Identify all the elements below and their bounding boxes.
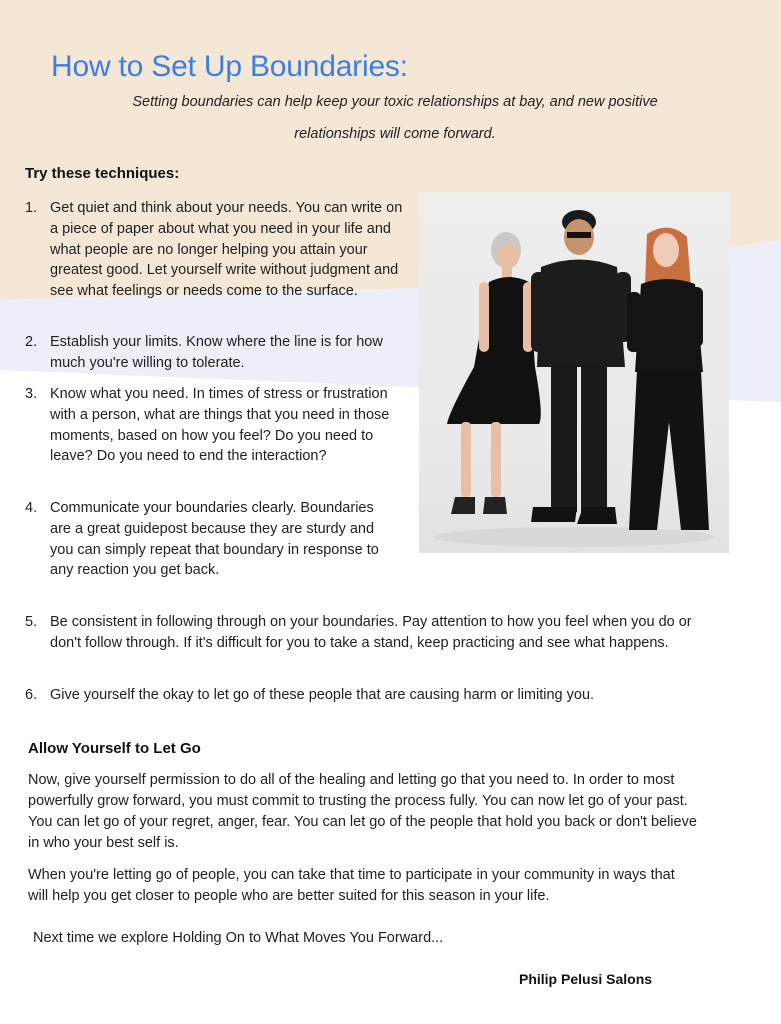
next-time-teaser: Next time we explore Holding On to What Moves You Forward... [33,930,444,946]
list-item-number: 2. [25,334,38,350]
page-subtitle: Setting boundaries can help keep your toxic relationships at bay, and new positive relationships will come forward. [132,94,658,142]
list-item-number: 5. [25,614,38,630]
list-item-number: 6. [25,687,38,703]
list-item [25,498,395,581]
list-item [25,612,725,654]
list-item-text: Establish your limits. Know where the line is for how much you're willing to tolerate. [50,334,383,371]
list-item-number: 4. [25,500,38,516]
list-item-text: Know what you need. In times of stress or frustration with a person, what are things that you need in those moments, based on how you feel? Do you need to leave? Do you need to end the interaction? [50,386,390,465]
let-go-paragraph: Now, give yourself permission to do all of the healing and letting go that you need to. In order to most powerfully grow forward, you must commit to trusting the process fully. You can now let go of your past. You can let go of your regret, anger, fear. You can let go of the people that hold you back or don't believe in who your best self is. [28,772,697,851]
signature: Philip Pelusi Salons [519,971,653,987]
techniques-heading: Try these techniques: [25,165,180,182]
list-item [25,685,725,706]
list-item [25,198,410,302]
list-item-text: Give yourself the okay to let go of these people that are causing harm or limiting you. [50,687,595,703]
list-item-text: Communicate your boundaries clearly. Boundaries are a great guidepost because they are sturdy and you can simply repeat that boundary in response to any reaction you get back. [50,500,379,579]
list-item [25,332,410,374]
list-item [25,384,410,467]
list-item-number: 3. [25,386,38,402]
let-go-paragraph: When you're letting go of people, you can take that time to participate in your community in ways that will help you get closer to people who are better suited for this season in your life. [28,867,675,904]
let-go-heading: Allow Yourself to Let Go [28,740,201,757]
page-title: How to Set Up Boundaries: [51,50,408,83]
person-right-figure [627,228,709,530]
person-middle-figure [531,210,631,524]
team-photo [419,192,729,553]
list-item-text: Be consistent in following through on your boundaries. Pay attention to how you feel when you do or don't follow through. If it's difficult for you to take a stand, keep practicing and see what happens. [50,614,692,651]
list-item-number: 1. [25,200,38,216]
list-item-text: Get quiet and think about your needs. You can write on a piece of paper about what you need in your life and what people are no longer helping you attain your greatest good. Let yourself write without judgment and see what feelings or needs come to the surface. [50,200,403,300]
person-left-figure [447,232,541,514]
team-photo-illustration [419,192,729,553]
